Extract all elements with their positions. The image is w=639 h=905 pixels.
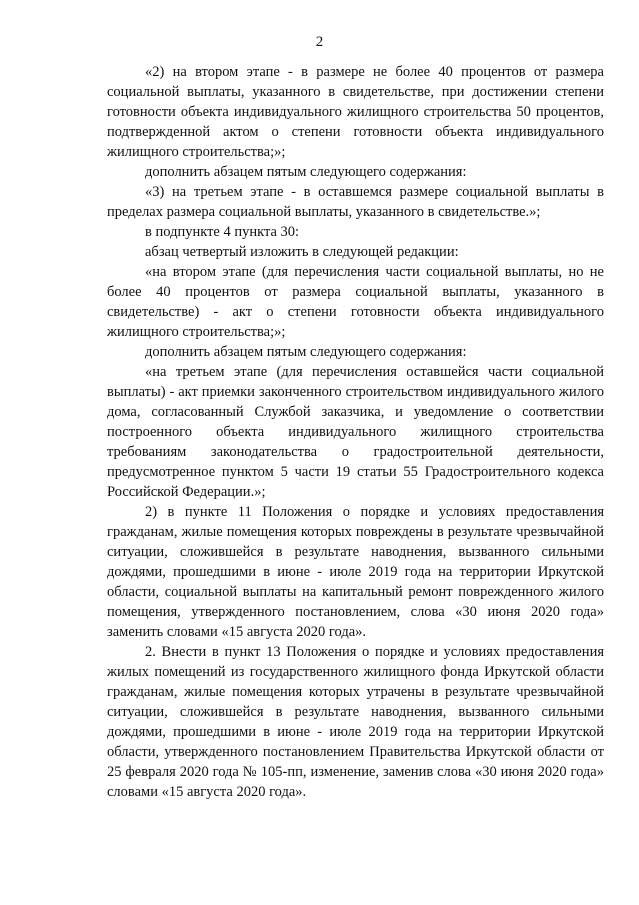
paragraph-stage-3: «3) на третьем этапе - в оставшемся размере социальной выплаты в пределах размера социальной выплаты, указанного в свидетельстве.»; [107,184,604,220]
paragraph-fourth-indent: абзац четвертый изложить в следующей редакции: [145,244,459,260]
page-number: 2 [315,34,324,50]
paragraph-point-11: 2) в пункте 11 Положения о порядке и условиях предоставления гражданам, жилые помещения которых повреждены в результате чрезвычайной ситуации, сложившейся в результате наводнения, вызванного сильными дождями, прошедшими в июне - июле 2019 года на территории Иркутской области, социальной выплаты на капитальный ремонт поврежденного жилого помещения, утвержденного постановлением, слова «30 июня 2020 года» заменить словами «15 августа 2020 года». [107,504,604,640]
paragraph-add-fifth-1: дополнить абзацем пятым следующего содержания: [145,164,467,180]
paragraph-subpoint-4: в подпункте 4 пункта 30: [145,224,300,240]
document-body [107,62,604,802]
paragraph-stage-2: «2) на втором этапе - в размере не более 40 процентов от размера социальной выплаты, указанного в свидетельстве, при достижении степени готовности объекта индивидуального жилищного строительства 50 процентов, подтвержденной актом о степени готовности объекта индивидуального жилищного строительства;»; [107,64,604,160]
paragraph-second-stage-doc: «на втором этапе (для перечисления части социальной выплаты, но не более 40 процентов от размера социальной выплаты, указанного в свидетельстве) - акт о степени готовности объекта индивидуального жилищного строительства;»; [107,264,604,340]
paragraph-third-stage-doc: «на третьем этапе (для перечисления оставшейся части социальной выплаты) - акт приемки законченного строительством индивидуального жилого дома, согласованный Службой заказчика, и уведомление о соответствии построенного объекта индивидуального жилищного строительства требованиям законодательства о градостроительной деятельности, предусмотренное пунктом 5 части 19 статьи 55 Градостроительного кодекса Российской Федерации.»; [107,364,604,500]
paragraph-add-fifth-2: дополнить абзацем пятым следующего содержания: [145,344,467,360]
paragraph-point-13: 2. Внести в пункт 13 Положения о порядке и условиях предоставления жилых помещений из государственного жилищного фонда Иркутской области гражданам, жилые помещения которых утрачены в результате чрезвычайной ситуации, сложившейся в результате наводнения, вызванного сильными дождями, прошедшими в июне - июле 2019 года на территории Иркутской области, утвержденного постановлением Правительства Иркутской области от 25 февраля 2020 года № 105-пп, изменение, заменив слова «30 июня 2020 года» словами «15 августа 2020 года». [107,644,604,800]
